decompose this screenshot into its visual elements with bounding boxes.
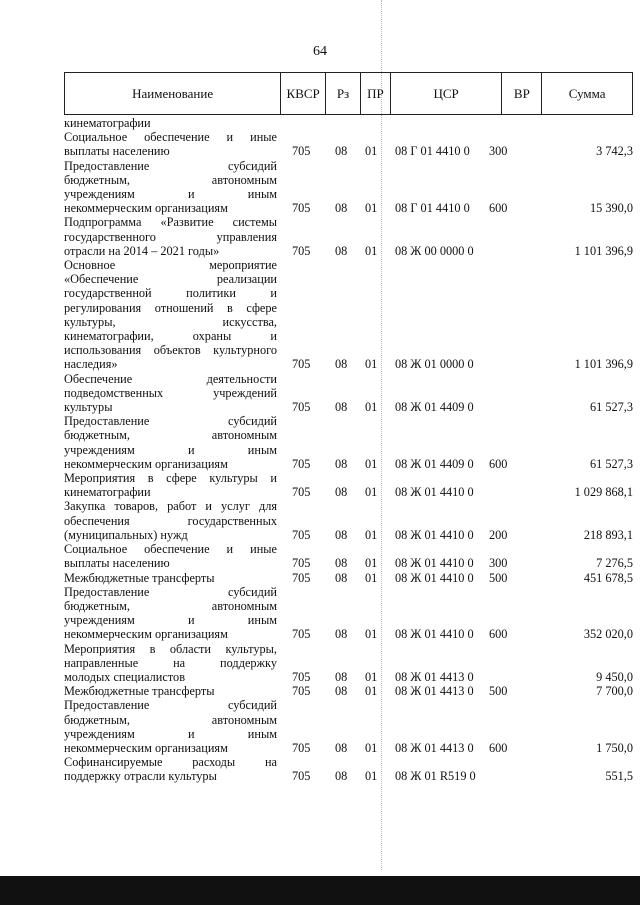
row-name-line: государственной политики и [64,286,277,301]
row-name-line: «Обеспечение реализации [64,272,277,287]
cell-vr: 300 [489,556,508,571]
table-row [64,698,633,755]
row-name-line: наследия» [64,357,118,372]
cell-sum: 3 742,3 [596,144,633,159]
cell-sum: 1 101 396,9 [574,243,633,258]
cell-kvsr: 705 [292,669,311,684]
cell-sum: 7 700,0 [596,684,633,699]
row-values [64,400,633,414]
cell-rz: 08 [335,684,348,699]
cell-pr: 01 [365,243,378,258]
row-name-line: Предоставление субсидий [64,414,277,429]
row-name-line: кинематографии, охраны и [64,329,277,344]
cell-vr: 200 [489,527,508,542]
row-name-line: Мероприятия в сфере культуры и [64,471,277,486]
cell-pr: 01 [365,556,378,571]
row-name-line: некоммерческим организациям [64,456,228,471]
cell-rz: 08 [335,243,348,258]
table-row [64,642,633,685]
row-name-line: некоммерческим организациям [64,627,228,642]
scan-bottom-edge [0,876,640,905]
table-row [64,571,633,585]
row-name-line: Обеспечение деятельности [64,371,277,386]
table-row [64,471,633,499]
cell-pr: 01 [365,669,378,684]
row-values [64,627,633,641]
cell-kvsr: 705 [292,144,311,159]
row-name-line: Предоставление субсидий [64,584,277,599]
cell-csr: 08 Ж 01 4410 0 [395,485,474,500]
row-name-line: Основное мероприятие [64,258,277,273]
cell-pr: 01 [365,627,378,642]
cell-pr: 01 [365,740,378,755]
table-row [64,130,633,158]
row-name-line: Софинансируемые расходы на [64,755,277,770]
row-values [64,357,633,371]
row-name-line: культуры, искусства, [64,314,277,329]
row-name-line: подведомственных учреждений [64,385,277,400]
row-name-line: бюджетным, автономным [64,598,277,613]
cell-kvsr: 705 [292,485,311,500]
header-vr: ВР [501,73,541,114]
row-name-line: регулирования отношений в сфере [64,300,277,315]
cell-kvsr: 705 [292,456,311,471]
cell-rz: 08 [335,400,348,415]
row-name-line: Закупка товаров, работ и услуг для [64,499,277,514]
row-values [64,457,633,471]
row-name-line: некоммерческим организациям [64,201,228,216]
cell-vr: 500 [489,570,508,585]
cell-rz: 08 [335,627,348,642]
header-csr: ЦСР [390,73,502,114]
cell-rz: 08 [335,570,348,585]
row-name-line: учреждениям и иным [64,187,277,202]
cell-sum: 1 029 868,1 [574,485,633,500]
cell-pr: 01 [365,144,378,159]
header-name: Наименование [132,85,214,101]
row-name-line: учреждениям и иным [64,726,277,741]
row-name-line: кинематографии [64,485,151,500]
table-row [64,159,633,216]
row-name-line: использования объектов культурного [64,343,277,358]
row-name-line: Подпрограмма «Развитие системы [64,215,277,230]
row-name-line: Предоставление субсидий [64,698,277,713]
row-name-line: обеспечения государственных [64,513,277,528]
table-row [64,585,633,642]
cell-kvsr: 705 [292,243,311,258]
row-name-line: Социальное обеспечение и иные [64,542,277,557]
row-name-line: поддержку отрасли культуры [64,769,217,784]
row-values [64,201,633,215]
header-rz: Рз [325,73,360,114]
cell-rz: 08 [335,527,348,542]
header-sum: Сумма [541,73,632,114]
cell-csr: 08 Ж 01 R519 0 [395,769,476,784]
cell-sum: 15 390,0 [589,201,633,216]
cell-sum: 218 893,1 [583,527,633,542]
table-row [64,755,633,783]
cell-vr: 500 [489,684,508,699]
row-name-line: (муниципальных) нужд [64,527,188,542]
table-row [64,499,633,542]
cell-pr: 01 [365,527,378,542]
cell-rz: 08 [335,485,348,500]
table-row [64,542,633,570]
row-name-line: некоммерческим организациям [64,740,228,755]
cell-csr: 08 Ж 01 0000 0 [395,357,474,372]
cell-sum: 1 750,0 [596,740,633,755]
table-row [64,684,633,698]
row-name [64,258,280,372]
cell-pr: 01 [365,456,378,471]
cell-csr: 08 Ж 01 4410 0 [395,627,474,642]
table-body [64,116,633,784]
cell-pr: 01 [365,769,378,784]
cell-csr: 08 Ж 01 4410 0 [395,556,474,571]
row-name-line: государственного управления [64,229,277,244]
row-values [64,528,633,542]
header-pr: ПР [360,73,390,114]
row-values [64,556,633,570]
table-row [64,414,633,471]
table-row [64,116,633,130]
row-name-line: бюджетным, автономным [64,428,277,443]
cell-vr: 600 [489,456,508,471]
cell-kvsr: 705 [292,740,311,755]
table-header [64,72,633,115]
cell-kvsr: 705 [292,769,311,784]
row-name-line: бюджетным, автономным [64,712,277,727]
cell-sum: 7 276,5 [596,556,633,571]
cell-csr: 08 Г 01 4410 0 [395,201,470,216]
cell-kvsr: 705 [292,357,311,372]
cell-sum: 352 020,0 [583,627,633,642]
row-name-line: учреждениям и иным [64,442,277,457]
row-values [64,741,633,755]
cell-pr: 01 [365,357,378,372]
cell-pr: 01 [365,684,378,699]
cell-vr: 600 [489,201,508,216]
row-name-line: отрасли на 2014 – 2021 годы» [64,243,220,258]
row-name-line: культуры [64,400,113,415]
cell-kvsr: 705 [292,400,311,415]
cell-pr: 01 [365,400,378,415]
table-row [64,215,633,258]
cell-rz: 08 [335,201,348,216]
row-name-line: Предоставление субсидий [64,158,277,173]
cell-rz: 08 [335,669,348,684]
row-values [64,670,633,684]
cell-rz: 08 [335,769,348,784]
row-values [64,485,633,499]
cell-pr: 01 [365,201,378,216]
cell-csr: 08 Ж 01 4410 0 [395,527,474,542]
cell-rz: 08 [335,144,348,159]
row-name-line: Социальное обеспечение и иные [64,130,277,145]
cell-rz: 08 [335,556,348,571]
cell-kvsr: 705 [292,570,311,585]
cell-pr: 01 [365,570,378,585]
cell-rz: 08 [335,740,348,755]
cell-kvsr: 705 [292,684,311,699]
cell-csr: 08 Ж 01 4409 0 [395,400,474,415]
cell-csr: 08 Г 01 4410 0 [395,144,470,159]
cell-sum: 1 101 396,9 [574,357,633,372]
cell-csr: 08 Ж 01 4413 0 [395,684,474,699]
row-name-line: кинематографии [64,116,151,130]
cell-sum: 451 678,5 [583,570,633,585]
cell-sum: 61 527,3 [589,400,633,415]
cell-vr: 600 [489,740,508,755]
row-name-line: выплаты населению [64,556,170,571]
header-kvsr: КВСР [280,73,325,114]
table-row [64,258,633,372]
row-values [64,684,633,698]
row-values [64,144,633,158]
cell-rz: 08 [335,456,348,471]
row-name-line: направленные на поддержку [64,655,277,670]
cell-kvsr: 705 [292,527,311,542]
page-number: 64 [313,44,327,59]
cell-sum: 61 527,3 [589,456,633,471]
row-name-line: Мероприятия в области культуры, [64,641,277,656]
cell-sum: 9 450,0 [596,669,633,684]
cell-kvsr: 705 [292,201,311,216]
row-name-line: выплаты населению [64,144,170,159]
row-values [64,116,633,130]
row-name-line: учреждениям и иным [64,613,277,628]
row-values [64,769,633,783]
cell-pr: 01 [365,485,378,500]
cell-vr: 300 [489,144,508,159]
cell-kvsr: 705 [292,556,311,571]
cell-sum: 551,5 [605,769,633,784]
row-values [64,244,633,258]
cell-csr: 08 Ж 01 4410 0 [395,570,474,585]
table-row [64,372,633,415]
cell-csr: 08 Ж 00 0000 0 [395,243,474,258]
row-name-line: молодых специалистов [64,669,186,684]
row-name-line: бюджетным, автономным [64,172,277,187]
cell-rz: 08 [335,357,348,372]
row-name-line: Межбюджетные трансферты [64,570,215,585]
cell-vr: 600 [489,627,508,642]
cell-csr: 08 Ж 01 4413 0 [395,740,474,755]
cell-csr: 08 Ж 01 4413 0 [395,669,474,684]
row-values [64,571,633,585]
cell-kvsr: 705 [292,627,311,642]
cell-csr: 08 Ж 01 4409 0 [395,456,474,471]
row-name-line: Межбюджетные трансферты [64,684,215,699]
